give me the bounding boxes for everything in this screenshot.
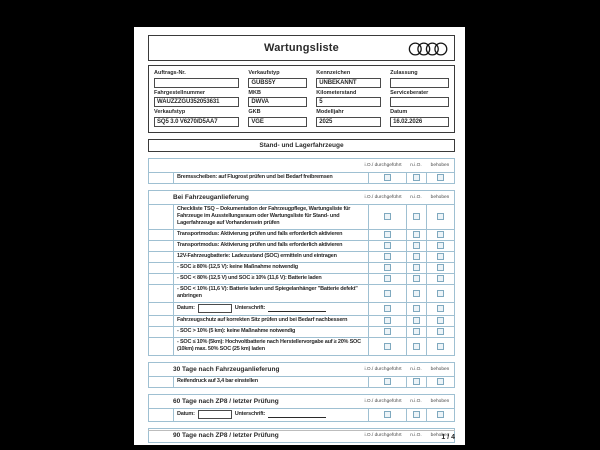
page-number: 1 / 4 xyxy=(441,434,455,441)
checkbox-cell xyxy=(406,338,426,355)
checkbox-cell xyxy=(426,274,454,284)
checkbox-nio[interactable] xyxy=(413,317,420,324)
signature-line[interactable] xyxy=(268,305,326,312)
table-header xyxy=(149,395,454,408)
checkbox-cell xyxy=(368,377,406,387)
checkbox-io-durchgefuehrt[interactable] xyxy=(384,290,391,297)
checkbox-io-durchgefuehrt[interactable] xyxy=(384,305,391,312)
checkbox-cell xyxy=(426,252,454,262)
field-label: Verkaufstyp xyxy=(154,109,186,115)
checklist-row xyxy=(149,315,454,326)
vehicle-info-form xyxy=(148,65,455,133)
column-label: i.O./ durchgeführt xyxy=(364,398,402,404)
field-label: Datum xyxy=(390,109,408,115)
form-field-auftrags-nr xyxy=(154,70,239,88)
form-row xyxy=(154,109,449,127)
table-header xyxy=(149,191,454,204)
checkbox-nio[interactable] xyxy=(413,290,420,297)
checkbox-behoben[interactable] xyxy=(437,242,444,249)
field-input-gkb[interactable]: VGE xyxy=(248,117,307,127)
checkbox-behoben[interactable] xyxy=(437,231,444,238)
form-field-serviceberater xyxy=(390,90,449,108)
checkbox-behoben[interactable] xyxy=(437,328,444,335)
checkbox-cell xyxy=(368,409,406,421)
row-indent xyxy=(149,230,173,240)
column-label: i.O./ durchgeführt xyxy=(364,162,402,168)
field-label: Serviceberater xyxy=(390,89,429,96)
row-indent xyxy=(149,241,173,251)
checkbox-cell xyxy=(406,252,426,262)
form-field-modelljahr xyxy=(316,109,381,127)
checkbox-nio[interactable] xyxy=(413,411,420,418)
section-30-tage-nach-fahrzeuganlieferung xyxy=(148,362,455,388)
checkbox-cell xyxy=(406,377,426,387)
footer-divider xyxy=(148,430,455,431)
checkbox-cell xyxy=(368,327,406,337)
form-field-kilometerstand xyxy=(316,90,381,108)
field-label: Zulassung xyxy=(390,70,418,76)
form-field-zulassung xyxy=(390,70,449,88)
field-input-datum[interactable]: 16.02.2026 xyxy=(390,117,449,127)
signature-cell xyxy=(173,409,368,421)
checkbox-cell xyxy=(368,303,406,315)
table-header xyxy=(149,363,454,376)
section-60-tage-nach-zp8-letzter-pr-fung xyxy=(148,394,455,422)
checkbox-io-durchgefuehrt[interactable] xyxy=(384,242,391,249)
checkbox-nio[interactable] xyxy=(413,264,420,271)
row-indent xyxy=(149,263,173,273)
section-bei-fahrzeuganlieferung xyxy=(148,190,455,356)
checkbox-io-durchgefuehrt[interactable] xyxy=(384,253,391,260)
checkbox-behoben[interactable] xyxy=(437,411,444,418)
column-label: behoben xyxy=(430,398,450,404)
checkbox-cell xyxy=(406,327,426,337)
field-label: Kennzeichen xyxy=(316,70,351,76)
field-label: MKB xyxy=(248,89,261,96)
row-indent xyxy=(149,252,173,262)
signature-line[interactable] xyxy=(268,411,326,418)
field-input-modelljahr[interactable]: 2025 xyxy=(316,117,381,127)
checkbox-cell xyxy=(426,338,454,355)
checklist-row xyxy=(149,229,454,240)
checkbox-behoben[interactable] xyxy=(437,305,444,312)
row-indent xyxy=(149,303,173,315)
task-cell: 12V-Fahrzeugbatterie: Ladezustand (SOC) ermitteln und eintragen xyxy=(173,252,368,262)
checkbox-nio[interactable] xyxy=(413,213,420,220)
document-page xyxy=(134,27,465,445)
row-indent xyxy=(149,274,173,284)
checkbox-cell xyxy=(406,274,426,284)
checklist-row xyxy=(149,172,454,183)
checkbox-cell xyxy=(406,303,426,315)
checklist-row xyxy=(149,337,454,355)
checkbox-nio[interactable] xyxy=(413,231,420,238)
checkbox-cell xyxy=(426,205,454,229)
checklist-row xyxy=(149,408,454,421)
signature-label: Unterschrift: xyxy=(234,411,266,417)
checkbox-io-durchgefuehrt[interactable] xyxy=(384,231,391,238)
page-title: Wartungsliste xyxy=(264,42,339,54)
form-field-mkb xyxy=(248,90,307,108)
date-label: Datum: xyxy=(177,305,195,311)
date-input[interactable] xyxy=(198,304,232,313)
section-title: Bei Fahrzeuganlieferung xyxy=(173,193,249,201)
checklist-row xyxy=(149,273,454,284)
task-cell: - SOC > 10% (5 km): keine Maßnahme notwendig xyxy=(173,327,368,337)
checkbox-cell xyxy=(426,409,454,421)
checkbox-cell xyxy=(426,173,454,183)
row-indent xyxy=(149,173,173,183)
date-label: Datum: xyxy=(177,411,195,417)
checkbox-io-durchgefuehrt[interactable] xyxy=(384,317,391,324)
field-input-kennzeichen[interactable]: UNBEKANNT xyxy=(316,78,381,88)
section-title: 90 Tage nach ZP8 / letzter Prüfung xyxy=(173,431,279,439)
checkbox-cell xyxy=(426,230,454,240)
checklist-row xyxy=(149,302,454,315)
checkbox-behoben[interactable] xyxy=(437,378,444,385)
checkbox-cell xyxy=(368,263,406,273)
checkbox-io-durchgefuehrt[interactable] xyxy=(384,275,391,282)
column-label: behoben xyxy=(430,366,450,372)
date-input[interactable] xyxy=(198,410,232,419)
row-indent xyxy=(149,285,173,302)
checkbox-io-durchgefuehrt[interactable] xyxy=(384,378,391,385)
checkbox-nio[interactable] xyxy=(413,305,420,312)
checkbox-cell xyxy=(406,241,426,251)
checkbox-nio[interactable] xyxy=(413,328,420,335)
checkbox-cell xyxy=(368,316,406,326)
checkbox-behoben[interactable] xyxy=(437,253,444,260)
field-label: Verkaufstyp xyxy=(248,70,280,76)
checkbox-cell xyxy=(368,274,406,284)
form-field-verkaufstyp xyxy=(154,109,239,127)
column-label: n.i.O. xyxy=(410,432,422,438)
checkbox-cell xyxy=(368,252,406,262)
row-indent xyxy=(149,377,173,387)
checkbox-io-durchgefuehrt[interactable] xyxy=(384,411,391,418)
field-input-kilometerstand[interactable]: 5 xyxy=(316,97,381,107)
field-input-auftrags-nr[interactable] xyxy=(154,78,239,88)
row-indent xyxy=(149,316,173,326)
checkbox-cell xyxy=(368,285,406,302)
field-input-fahrgestellnummer[interactable]: WAUZZZGU352053631 xyxy=(154,97,239,107)
row-indent xyxy=(149,409,173,421)
column-label: behoben xyxy=(430,194,450,200)
table-header xyxy=(149,159,454,172)
checkbox-cell xyxy=(406,409,426,421)
task-cell: Checkliste TSQ – Dokumentation der Fahrzeugpflege, Wartungsliste für Fahrzeuge im Ausstellungsraum oder Wartungsliste für Stand- und Lagerfahrzeuge auf Vorhandensein prüfen xyxy=(173,205,368,229)
audi-rings-logo xyxy=(408,42,448,56)
checkbox-cell xyxy=(406,263,426,273)
form-field-gkb xyxy=(248,109,307,127)
checkbox-io-durchgefuehrt[interactable] xyxy=(384,174,391,181)
checkbox-cell xyxy=(368,205,406,229)
task-cell: Transportmodus: Aktivierung prüfen und falls erforderlich aktivieren xyxy=(173,230,368,240)
checkbox-io-durchgefuehrt[interactable] xyxy=(384,264,391,271)
row-indent xyxy=(149,327,173,337)
column-label: n.i.O. xyxy=(410,162,422,168)
section-title: 30 Tage nach Fahrzeuganlieferung xyxy=(173,365,280,373)
checkbox-behoben[interactable] xyxy=(437,275,444,282)
document-header xyxy=(148,35,455,61)
row-indent xyxy=(149,338,173,355)
checkbox-cell xyxy=(426,285,454,302)
checklist-sections xyxy=(134,139,465,443)
field-label: GKB xyxy=(248,109,261,115)
field-input-serviceberater[interactable] xyxy=(390,97,449,107)
form-row xyxy=(154,70,449,88)
column-label: i.O./ durchgeführt xyxy=(364,432,402,438)
field-label: Fahrgestellnummer xyxy=(154,89,206,96)
checkbox-nio[interactable] xyxy=(413,343,420,350)
column-label: n.i.O. xyxy=(410,366,422,372)
checkbox-behoben[interactable] xyxy=(437,213,444,220)
column-label: n.i.O. xyxy=(410,194,422,200)
form-field-fahrgestellnummer xyxy=(154,90,239,108)
field-input-verkaufstyp[interactable]: GUBS5Y xyxy=(248,78,307,88)
checklist-row xyxy=(149,326,454,337)
field-input-verkaufstyp[interactable]: SQ5 3.0 V6270/D5AA7 xyxy=(154,117,239,127)
checkbox-nio[interactable] xyxy=(413,378,420,385)
checkbox-cell xyxy=(406,285,426,302)
checkbox-cell xyxy=(406,316,426,326)
checkbox-nio[interactable] xyxy=(413,174,420,181)
checkbox-behoben[interactable] xyxy=(437,264,444,271)
section-title: 60 Tage nach ZP8 / letzter Prüfung xyxy=(173,397,279,405)
row-indent xyxy=(149,205,173,229)
checklist-row xyxy=(149,376,454,387)
checkbox-behoben[interactable] xyxy=(437,343,444,350)
task-cell: Bremsscheiben: auf Flugrost prüfen und bei Bedarf freibremsen xyxy=(173,173,368,183)
checkbox-cell xyxy=(368,338,406,355)
checkbox-nio[interactable] xyxy=(413,275,420,282)
column-label: behoben xyxy=(430,432,450,438)
checkbox-nio[interactable] xyxy=(413,253,420,260)
checklist-row xyxy=(149,284,454,302)
column-label: i.O./ durchgeführt xyxy=(364,366,402,372)
form-row xyxy=(154,90,449,108)
checkbox-io-durchgefuehrt[interactable] xyxy=(384,213,391,220)
checkbox-behoben[interactable] xyxy=(437,174,444,181)
checkbox-cell xyxy=(426,241,454,251)
checkbox-cell xyxy=(406,173,426,183)
task-cell: - SOC ≤ 10% (5km): Hochvoltbatterie nach Herstellervorgabe auf ≥ 20% SOC (10km) max. 50% SOC (25 km) laden xyxy=(173,338,368,355)
task-cell: Reifendruck auf 3,4 bar einstellen xyxy=(173,377,368,387)
field-input-mkb[interactable]: DWVA xyxy=(248,97,307,107)
checkbox-cell xyxy=(368,173,406,183)
form-field-kennzeichen xyxy=(316,70,381,88)
checkbox-nio[interactable] xyxy=(413,242,420,249)
checkbox-cell xyxy=(368,230,406,240)
form-field-verkaufstyp xyxy=(248,70,307,88)
field-label: Kilometerstand xyxy=(316,89,357,96)
checklist-row xyxy=(149,204,454,229)
task-cell: - SOC ≥ 80% (12,5 V): keine Maßnahme notwendig xyxy=(173,263,368,273)
checklist-row xyxy=(149,262,454,273)
section-bar-stand-und-lagerfahrzeuge xyxy=(148,139,455,152)
checkbox-cell xyxy=(406,230,426,240)
column-label: behoben xyxy=(430,162,450,168)
checkbox-io-durchgefuehrt[interactable] xyxy=(384,343,391,350)
checkbox-cell xyxy=(406,205,426,229)
column-label: n.i.O. xyxy=(410,398,422,404)
column-label: i.O./ durchgeführt xyxy=(364,194,402,200)
field-input-zulassung[interactable] xyxy=(390,78,449,88)
checkbox-cell xyxy=(426,377,454,387)
task-cell: - SOC < 80% (12,5 V) und SOC ≥ 10% (11,6 V): Batterie laden xyxy=(173,274,368,284)
checkbox-cell xyxy=(426,327,454,337)
signature-cell xyxy=(173,303,368,315)
checkbox-cell xyxy=(426,316,454,326)
checkbox-behoben[interactable] xyxy=(437,317,444,324)
checkbox-cell xyxy=(426,303,454,315)
checkbox-cell xyxy=(426,263,454,273)
task-cell: Fahrzeugschutz auf korrekten Sitz prüfen und bei Bedarf nachbessern xyxy=(173,316,368,326)
form-field-datum xyxy=(390,109,449,127)
checkbox-cell xyxy=(368,241,406,251)
task-cell: Transportmodus: Aktivierung prüfen und falls erforderlich aktivieren xyxy=(173,241,368,251)
signature-label: Unterschrift: xyxy=(234,305,266,311)
field-label: Modelljahr xyxy=(316,109,344,115)
section-title: Stand- und Lagerfahrzeuge xyxy=(259,141,344,149)
checklist-row xyxy=(149,251,454,262)
task-cell: - SOC < 10% (11,6 V): Batterie laden und Spiegelanhänger "Batterie defekt" anbringen xyxy=(173,285,368,302)
checkbox-behoben[interactable] xyxy=(437,290,444,297)
checkbox-io-durchgefuehrt[interactable] xyxy=(384,328,391,335)
section-checklist xyxy=(148,158,455,184)
field-label: Auftrags-Nr. xyxy=(154,70,186,76)
checklist-row xyxy=(149,240,454,251)
